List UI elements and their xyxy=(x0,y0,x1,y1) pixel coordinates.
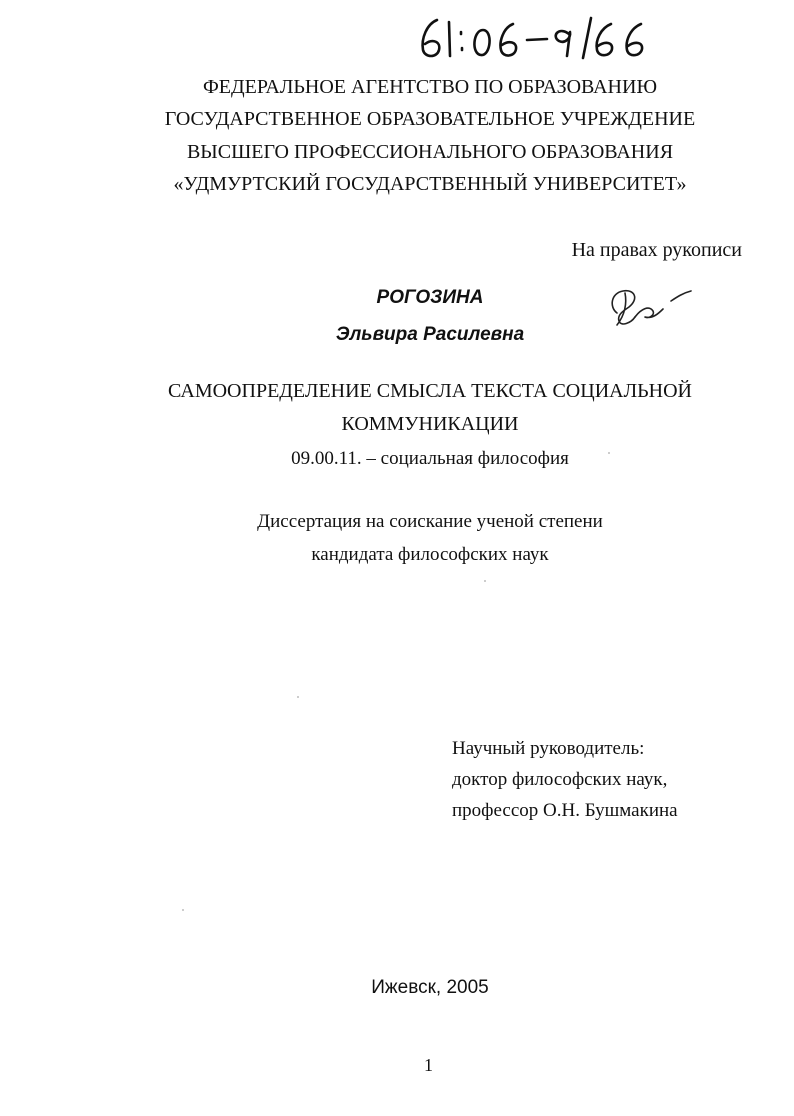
specialty: 09.00.11. – социальная философия xyxy=(291,448,569,469)
signature-image xyxy=(605,283,695,329)
header-line-4: «УДМУРТСКИЙ ГОСУДАРСТВЕННЫЙ УНИВЕРСИТЕТ» xyxy=(173,173,687,195)
handwritten-code xyxy=(413,10,663,62)
author-given-names: Эльвира Расилевна xyxy=(335,324,525,345)
supervisor-line-1: Научный руководитель: xyxy=(452,738,645,759)
supervisor-line-3: профессор О.Н. Бушмакина xyxy=(452,800,678,821)
header-line-3: ВЫСШЕГО ПРОФЕССИОНАЛЬНОГО ОБРАЗОВАНИЯ xyxy=(186,141,674,163)
degree-line-2: кандидата философских наук xyxy=(311,544,549,565)
title-line-1: САМООПРЕДЕЛЕНИЕ СМЫСЛА ТЕКСТА СОЦИАЛЬНОЙ xyxy=(168,380,692,402)
supervisor-line-2: доктор философских наук, xyxy=(452,769,668,790)
page-number: 1 xyxy=(424,1055,433,1075)
scan-speck xyxy=(297,696,299,698)
scan-speck xyxy=(182,909,184,911)
degree-line-1: Диссертация на соискание ученой степени xyxy=(257,511,603,532)
scan-speck xyxy=(484,580,486,582)
rights-note: На правах рукописи xyxy=(571,239,742,261)
scan-speck xyxy=(608,452,610,454)
author-surname: РОГОЗИНА xyxy=(376,287,484,308)
header-line-2: ГОСУДАРСТВЕННОЕ ОБРАЗОВАТЕЛЬНОЕ УЧРЕЖДЕНИЕ xyxy=(164,108,696,130)
title-line-2: КОММУНИКАЦИИ xyxy=(341,413,519,435)
place-year: Ижевск, 2005 xyxy=(371,977,489,998)
header-line-1: ФЕДЕРАЛЬНОЕ АГЕНТСТВО ПО ОБРАЗОВАНИЮ xyxy=(202,76,657,98)
